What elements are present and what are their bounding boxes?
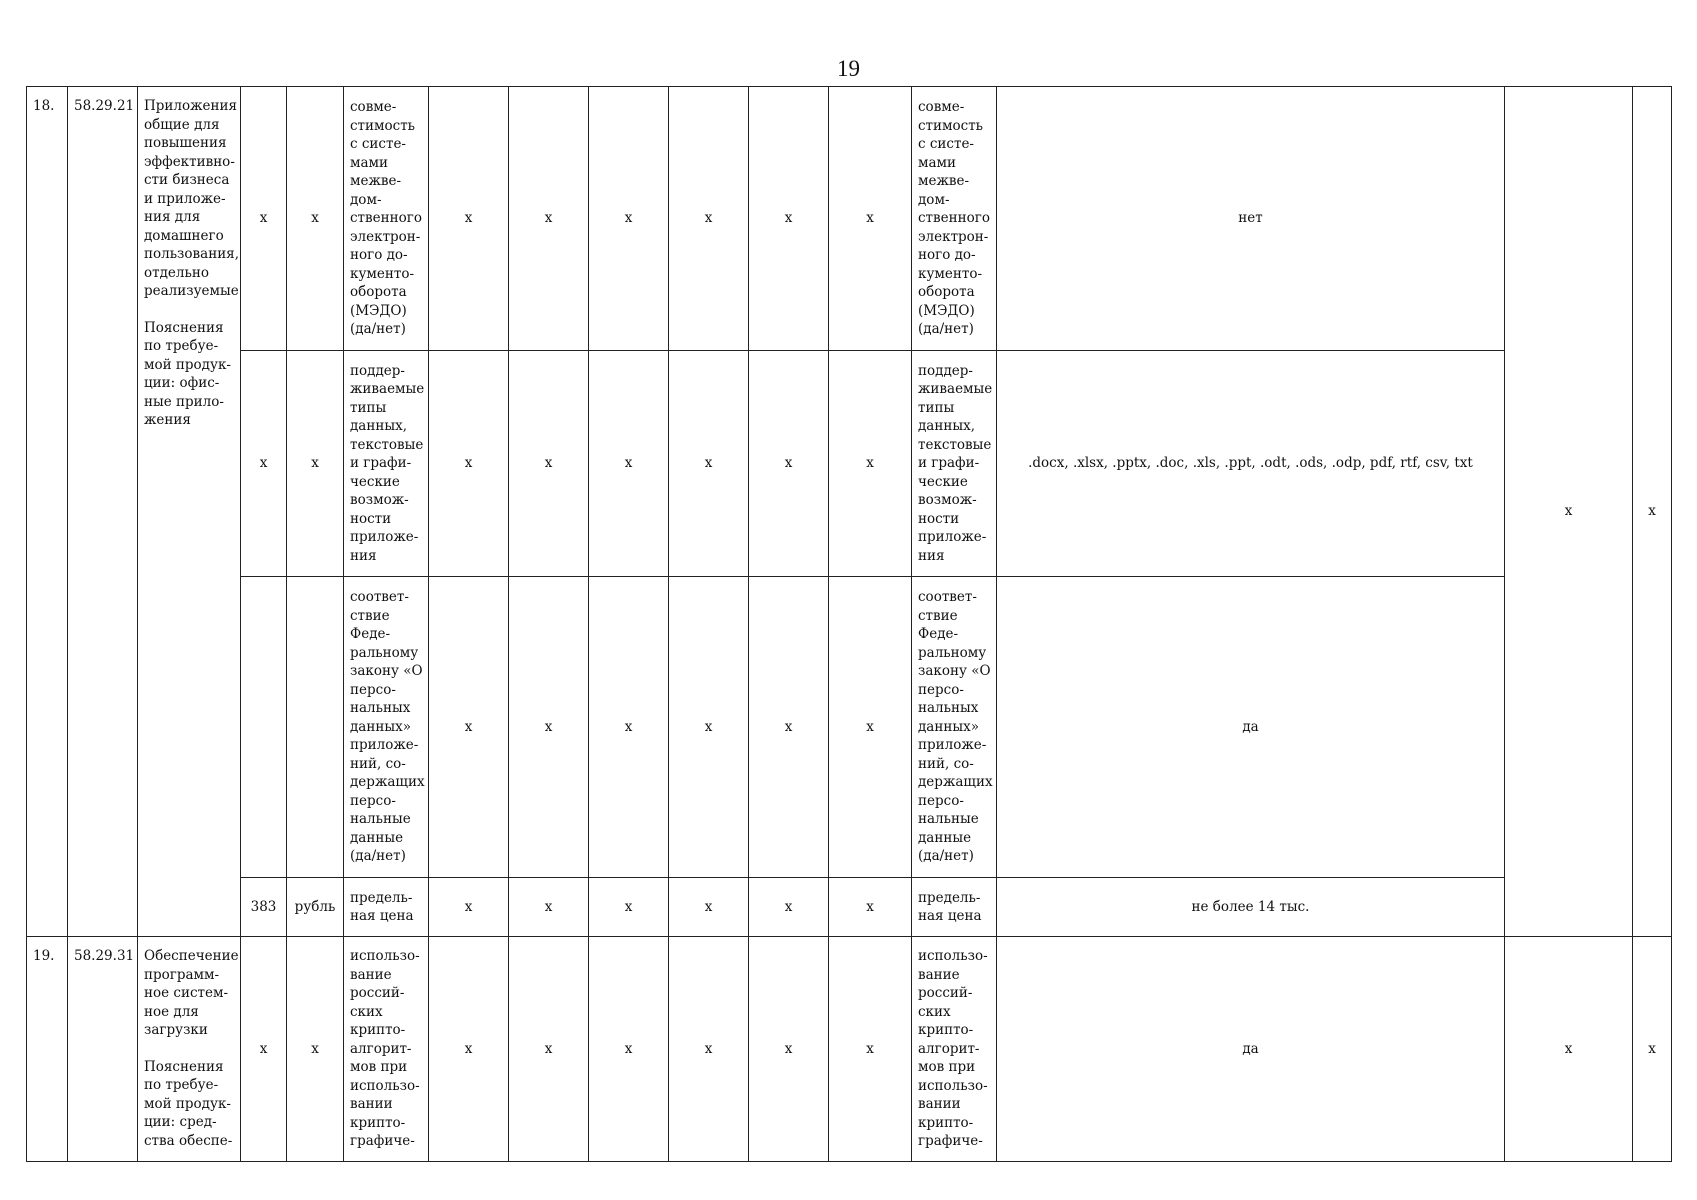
value-cell: х — [429, 937, 509, 1162]
table-row — [27, 878, 1672, 937]
value-cell: х — [829, 937, 912, 1162]
product-name — [138, 937, 241, 1162]
okpd-code: 58.29.21 — [68, 87, 138, 937]
product-name — [138, 87, 241, 937]
unit-name: х — [287, 351, 344, 577]
value-cell: х — [749, 351, 829, 577]
tail-cell: х — [1505, 87, 1633, 937]
characteristic-approved: соответ-ствие Феде-ральному закону «О персо-нальных данных» приложе-ний, со-держащих персо-нальные данные (да/нет) — [912, 577, 997, 878]
product-note: Пояснения по требуе-мой продук-ции: сред-ства обеспе- — [144, 1058, 233, 1149]
value-cell: х — [509, 937, 589, 1162]
okei-code: х — [241, 937, 287, 1162]
row-number: 19. — [27, 937, 68, 1162]
okei-code: х — [241, 351, 287, 577]
value-cell: х — [429, 351, 509, 577]
tail-cell: х — [1505, 937, 1633, 1162]
value-cell: х — [669, 87, 749, 351]
value-cell: х — [509, 577, 589, 878]
unit-name: рубль — [287, 878, 344, 937]
value-cell: х — [829, 577, 912, 878]
value-cell: х — [829, 351, 912, 577]
characteristic-approved: совме-стимость с систе-мами межве-дом-ственного электрон-ного до-кументо-оборота (МЭДО) (да/нет) — [912, 87, 997, 351]
value-cell: х — [509, 351, 589, 577]
characteristic-approved: поддер-живаемые типы данных, текстовые и графи-ческие возмож-ности приложе-ния — [912, 351, 997, 577]
value-cell: х — [589, 878, 669, 937]
characteristic: поддер-живаемые типы данных, текстовые и графи-ческие возмож-ности приложе-ния — [344, 351, 429, 577]
characteristic: совме-стимость с систе-мами межве-дом-ственного электрон-ного до-кументо-оборота (МЭДО) (да/нет) — [344, 87, 429, 351]
requirements-table — [26, 86, 1672, 1162]
unit-name: х — [287, 937, 344, 1162]
table-row — [27, 87, 1672, 351]
page-number: 19 — [837, 56, 860, 81]
characteristic-value: да — [997, 937, 1505, 1162]
characteristic: соответ-ствие Феде-ральному закону «О персо-нальных данных» приложе-ний, со-держащих персо-нальные данные (да/нет) — [344, 577, 429, 878]
table-row — [27, 577, 1672, 878]
value-cell: х — [749, 577, 829, 878]
characteristic-value: .docx, .xlsx, .pptx, .doc, .xls, .ppt, .odt, .ods, .odp, pdf, rtf, csv, txt — [997, 351, 1505, 577]
table-row — [27, 937, 1672, 1162]
value-cell: х — [429, 577, 509, 878]
characteristic-value: не более 14 тыс. — [997, 878, 1505, 937]
okei-code — [241, 577, 287, 878]
value-cell: х — [669, 937, 749, 1162]
value-cell: х — [509, 878, 589, 937]
characteristic-approved: использо-вание россий-ских крипто-алгорит-мов при использо-вании крипто-графиче- — [912, 937, 997, 1162]
okei-code: 383 — [241, 878, 287, 937]
value-cell: х — [749, 937, 829, 1162]
product-name-text: Обеспечение программ-ное систем-ное для загрузки — [144, 948, 239, 1038]
value-cell: х — [429, 87, 509, 351]
value-cell: х — [829, 87, 912, 351]
value-cell: х — [669, 577, 749, 878]
value-cell: х — [749, 878, 829, 937]
characteristic: предель-ная цена — [344, 878, 429, 937]
value-cell: х — [509, 87, 589, 351]
value-cell: х — [669, 878, 749, 937]
value-cell: х — [589, 351, 669, 577]
characteristic-value: да — [997, 577, 1505, 878]
characteristic: использо-вание россий-ских крипто-алгорит-мов при использо-вании крипто-графиче- — [344, 937, 429, 1162]
characteristic-approved: предель-ная цена — [912, 878, 997, 937]
unit-name — [287, 577, 344, 878]
value-cell: х — [829, 878, 912, 937]
product-note: Пояснения по требуе-мой продук-ции: офис-ные прило-жения — [144, 319, 231, 428]
table-row — [27, 351, 1672, 577]
tail-cell: х — [1633, 87, 1672, 937]
row-number: 18. — [27, 87, 68, 937]
value-cell: х — [429, 878, 509, 937]
value-cell: х — [589, 937, 669, 1162]
product-name-text: Приложения общие для повышения эффективно-сти бизнеса и приложе-ния для домашнего пользования, отдельно реализуемые — [144, 98, 239, 299]
value-cell: х — [749, 87, 829, 351]
value-cell: х — [589, 87, 669, 351]
tail-cell: х — [1633, 937, 1672, 1162]
value-cell: х — [669, 351, 749, 577]
okpd-code: 58.29.31 — [68, 937, 138, 1162]
unit-name: х — [287, 87, 344, 351]
okei-code: х — [241, 87, 287, 351]
characteristic-value: нет — [997, 87, 1505, 351]
value-cell: х — [589, 577, 669, 878]
